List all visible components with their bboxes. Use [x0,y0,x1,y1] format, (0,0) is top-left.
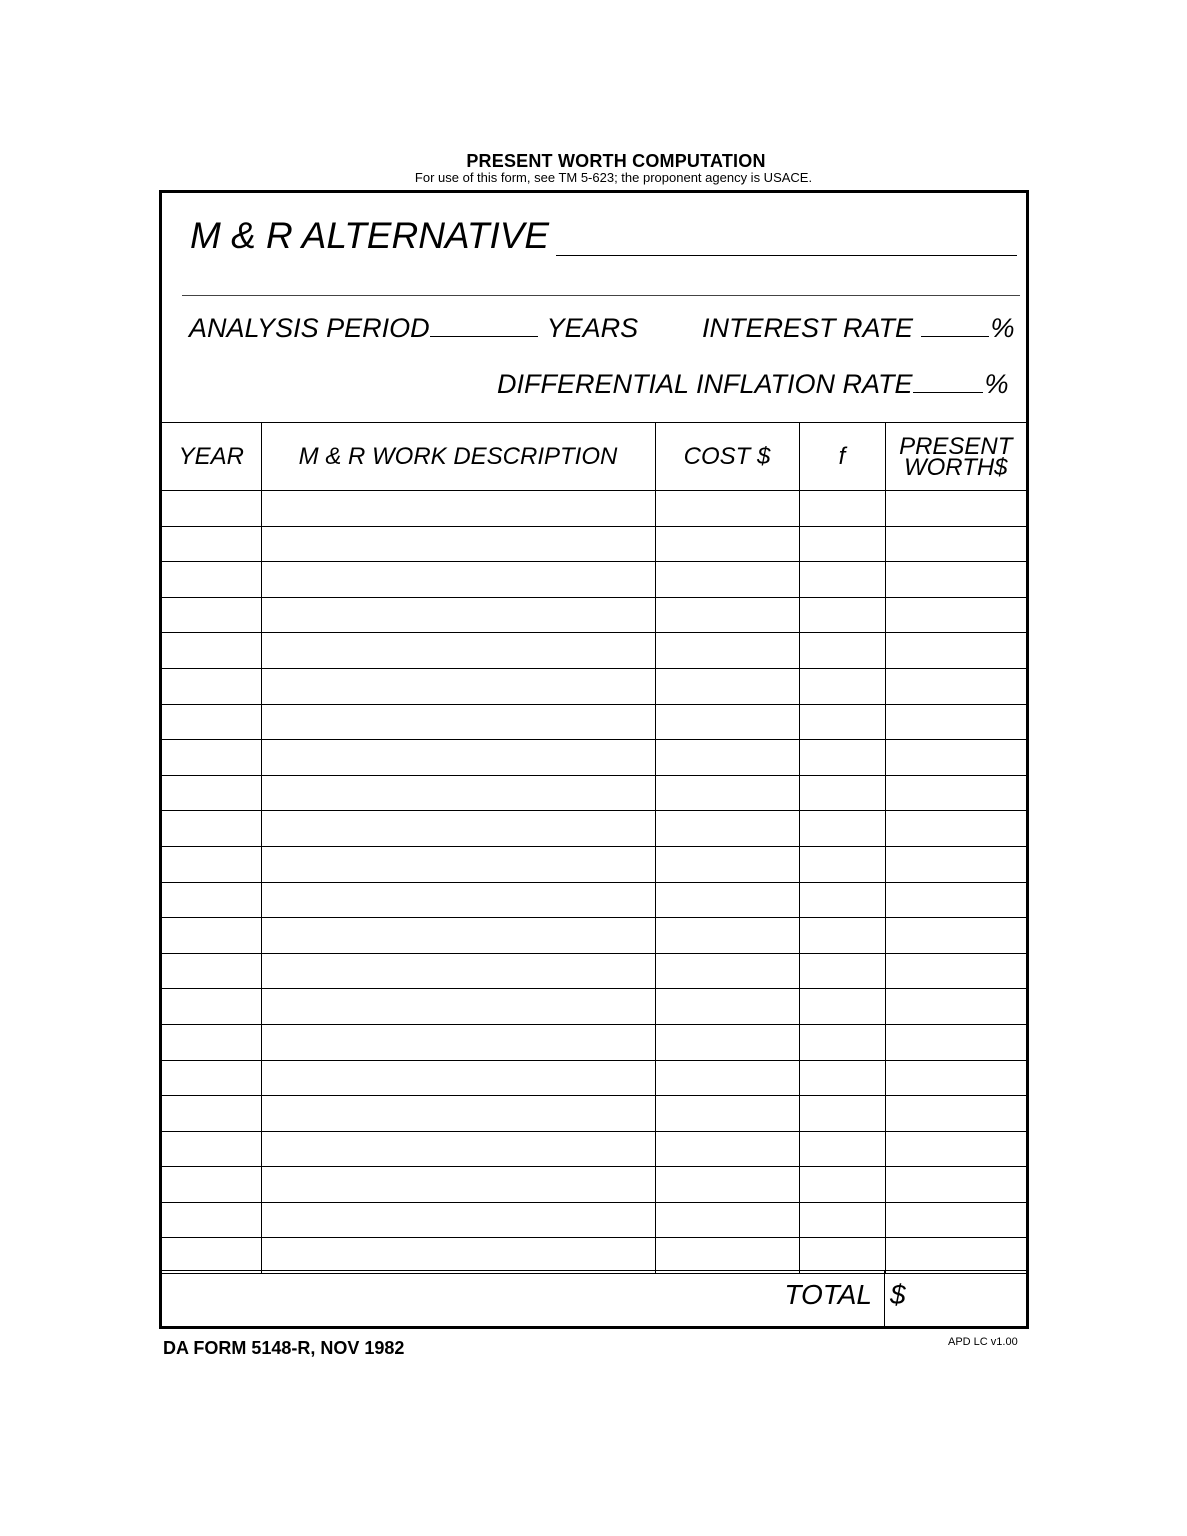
year-cell[interactable] [162,1131,261,1167]
f-cell[interactable] [799,491,885,527]
table-row [162,846,1026,882]
interest-rate-field[interactable] [921,335,989,337]
table-row [162,491,1026,527]
present-worth-cell[interactable] [885,775,1026,811]
year-cell[interactable] [162,704,261,740]
present-worth-cell[interactable] [885,704,1026,740]
f-cell[interactable] [799,1024,885,1060]
form-id: DA FORM 5148-R, NOV 1982 [163,1338,405,1358]
present-worth-cell[interactable] [885,918,1026,954]
cost-cell[interactable] [655,633,799,669]
table-row [162,1060,1026,1096]
description-cell[interactable] [261,882,655,918]
present-worth-cell[interactable] [885,740,1026,776]
year-cell[interactable] [162,1096,261,1132]
table-row [162,1202,1026,1238]
col-header-description: M & R WORK DESCRIPTION [261,423,655,491]
description-cell[interactable] [261,491,655,527]
cost-cell[interactable] [655,740,799,776]
table-row [162,597,1026,633]
years-label: YEARS [546,313,639,343]
inflation-label: DIFFERENTIAL INFLATION RATE [497,369,913,399]
description-cell[interactable] [261,1202,655,1238]
cost-cell[interactable] [655,526,799,562]
year-cell[interactable] [162,1024,261,1060]
cost-cell[interactable] [655,918,799,954]
cost-cell[interactable] [655,704,799,740]
table-header-row [162,423,1026,491]
f-cell[interactable] [799,1167,885,1203]
description-cell[interactable] [261,953,655,989]
present-worth-cell[interactable] [885,1060,1026,1096]
cost-cell[interactable] [655,1131,799,1167]
year-cell[interactable] [162,668,261,704]
f-cell[interactable] [799,562,885,598]
form-title: PRESENT WORTH COMPUTATION [466,151,766,171]
table-row [162,775,1026,811]
description-cell[interactable] [261,989,655,1025]
f-cell[interactable] [799,1202,885,1238]
cost-cell[interactable] [655,1096,799,1132]
table-body [162,491,1026,1274]
col-header-present-worth-line2: WORTH$ [903,453,1008,481]
present-worth-cell[interactable] [885,1024,1026,1060]
year-cell[interactable] [162,846,261,882]
cost-cell[interactable] [655,1167,799,1203]
f-cell[interactable] [799,668,885,704]
description-cell[interactable] [261,775,655,811]
cost-cell[interactable] [655,668,799,704]
year-cell[interactable] [162,526,261,562]
cost-cell[interactable] [655,1202,799,1238]
cost-cell[interactable] [655,562,799,598]
f-cell[interactable] [799,918,885,954]
present-worth-cell[interactable] [885,633,1026,669]
year-cell[interactable] [162,882,261,918]
table-row [162,1131,1026,1167]
cost-cell[interactable] [655,597,799,633]
f-cell[interactable] [799,953,885,989]
description-cell[interactable] [261,597,655,633]
present-worth-cell[interactable] [885,1131,1026,1167]
total-divider [884,1271,885,1327]
present-worth-cell[interactable] [885,882,1026,918]
table-row [162,668,1026,704]
description-cell[interactable] [261,526,655,562]
f-cell[interactable] [799,1060,885,1096]
table-row [162,1167,1026,1203]
year-cell[interactable] [162,953,261,989]
description-cell[interactable] [261,811,655,847]
present-worth-cell[interactable] [885,597,1026,633]
f-cell[interactable] [799,989,885,1025]
table-row [162,704,1026,740]
description-cell[interactable] [261,1060,655,1096]
cost-cell[interactable] [655,1238,799,1274]
present-worth-cell[interactable] [885,562,1026,598]
computation-table [162,422,1026,1274]
f-cell[interactable] [799,882,885,918]
year-cell[interactable] [162,633,261,669]
col-header-cost: COST $ [655,423,799,491]
alternative-field[interactable] [556,255,1017,256]
interest-rate-label: INTEREST RATE [702,313,914,343]
year-cell[interactable] [162,775,261,811]
description-cell[interactable] [261,668,655,704]
cost-cell[interactable] [655,846,799,882]
description-cell[interactable] [261,1131,655,1167]
form-version: APD LC v1.00 [948,1336,1018,1348]
f-cell[interactable] [799,1238,885,1274]
table-row [162,1024,1026,1060]
analysis-period-field[interactable] [430,335,538,337]
description-cell[interactable] [261,1024,655,1060]
year-cell[interactable] [162,562,261,598]
total-label: TOTAL [784,1279,872,1310]
cost-cell[interactable] [655,1024,799,1060]
present-worth-cell[interactable] [885,526,1026,562]
f-cell[interactable] [799,740,885,776]
f-cell[interactable] [799,526,885,562]
col-header-year: YEAR [162,423,261,491]
f-cell[interactable] [799,846,885,882]
cost-cell[interactable] [655,775,799,811]
year-cell[interactable] [162,811,261,847]
f-cell[interactable] [799,633,885,669]
description-cell[interactable] [261,918,655,954]
inflation-rate-field[interactable] [913,391,983,393]
col-header-f: f [799,423,885,491]
present-worth-cell[interactable] [885,668,1026,704]
description-cell[interactable] [261,740,655,776]
description-cell[interactable] [261,846,655,882]
inflation-percent: % [984,369,1009,399]
year-cell[interactable] [162,1167,261,1203]
table-row [162,918,1026,954]
present-worth-cell[interactable] [885,953,1026,989]
separator-line [182,295,1020,296]
table-row [162,740,1026,776]
f-cell[interactable] [799,597,885,633]
year-cell[interactable] [162,1202,261,1238]
f-cell[interactable] [799,704,885,740]
table-row [162,526,1026,562]
description-cell[interactable] [261,1096,655,1132]
description-cell[interactable] [261,633,655,669]
alternative-label: M & R ALTERNATIVE [190,215,550,256]
present-worth-cell[interactable] [885,811,1026,847]
table-row [162,989,1026,1025]
year-cell[interactable] [162,491,261,527]
present-worth-cell[interactable] [885,846,1026,882]
cost-cell[interactable] [655,989,799,1025]
present-worth-cell[interactable] [885,1202,1026,1238]
f-cell[interactable] [799,775,885,811]
present-worth-cell[interactable] [885,491,1026,527]
year-cell[interactable] [162,740,261,776]
description-cell[interactable] [261,1167,655,1203]
cost-cell[interactable] [655,1060,799,1096]
cost-cell[interactable] [655,491,799,527]
year-cell[interactable] [162,1060,261,1096]
form-frame [159,190,1029,1329]
description-cell[interactable] [261,1238,655,1274]
cost-cell[interactable] [655,811,799,847]
interest-percent: % [990,313,1015,343]
year-cell[interactable] [162,918,261,954]
table-row [162,1238,1026,1274]
col-header-present-worth [885,423,1026,491]
table-row [162,562,1026,598]
table-row [162,1096,1026,1132]
interest-rate-row [702,313,1015,344]
present-worth-cell[interactable] [885,1167,1026,1203]
year-cell[interactable] [162,1238,261,1274]
col-header-present-worth-line1: PRESENT [899,432,1013,460]
present-worth-cell[interactable] [885,1096,1026,1132]
table-row [162,953,1026,989]
description-cell[interactable] [261,704,655,740]
present-worth-cell[interactable] [885,989,1026,1025]
cost-cell[interactable] [655,882,799,918]
present-worth-cell[interactable] [885,1238,1026,1274]
table-row [162,633,1026,669]
analysis-period-label: ANALYSIS PERIOD [189,313,430,343]
total-row [162,1270,1026,1327]
table-row [162,811,1026,847]
inflation-row [497,369,1009,400]
table-row [162,882,1026,918]
f-cell[interactable] [799,811,885,847]
analysis-period-row [189,313,638,344]
cost-cell[interactable] [655,953,799,989]
year-cell[interactable] [162,597,261,633]
form-subtitle: For use of this form, see TM 5-623; the proponent agency is USACE. [414,170,813,185]
description-cell[interactable] [261,562,655,598]
f-cell[interactable] [799,1096,885,1132]
f-cell[interactable] [799,1131,885,1167]
year-cell[interactable] [162,989,261,1025]
total-currency: $ [890,1279,906,1310]
